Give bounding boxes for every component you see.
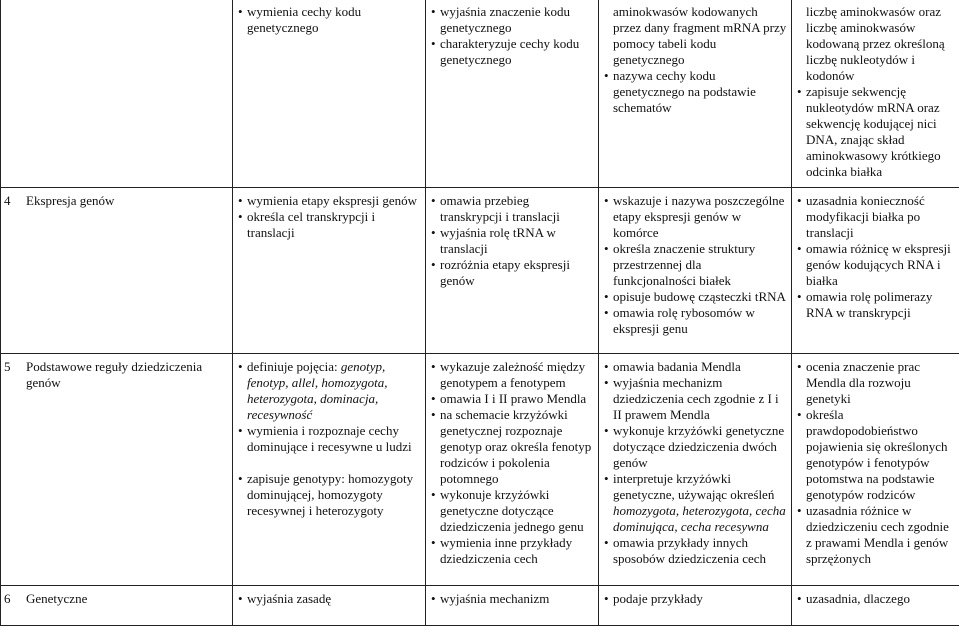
list-item: • wymienia cechy kodu genetycznego	[238, 4, 421, 36]
list-item: • podaje przykłady	[604, 591, 787, 607]
grade-cell-4	[792, 354, 959, 586]
list-item: • wyjaśnia mechanizm	[431, 591, 594, 607]
topic-cell	[1, 354, 233, 586]
list-item: • zapisuje sekwencję nukleotydów mRNA oraz sekwencję kodującej nici DNA, znając skład aminokwasowy krótkiego odcinka białka	[797, 84, 956, 180]
grade-cell-3	[599, 188, 792, 354]
topic-title: Genetyczne	[26, 591, 87, 607]
grade-cell-4	[792, 188, 959, 354]
grade-cell-2	[426, 188, 599, 354]
topic-title: Podstawowe reguły dziedziczenia genów	[26, 359, 228, 391]
list-item-continued: aminokwasów kodowanych przez dany fragment mRNA przy pomocy tabeli kodu genetycznego	[604, 4, 787, 68]
definition-terms: genotyp, fenotyp, allel, homozygota, heterozygota, dominacja, recesywność	[247, 359, 387, 422]
list-item: • wymienia etapy ekspresji genów	[238, 193, 421, 209]
list-item: • zapisuje genotypy: homozygoty dominującej, homozygoty recesywnej i heterozygoty	[238, 471, 421, 519]
list-item: • wymienia i rozpoznaje cechy dominujące i recesywne u ludzi	[238, 423, 421, 455]
list-item: • omawia rolę polimerazy RNA w transkrypcji	[797, 289, 956, 321]
grade-cell-1	[233, 354, 426, 586]
grade-cell-1	[233, 0, 426, 188]
list-item: • omawia przykłady innych sposobów dziedziczenia cech	[604, 535, 787, 567]
list-item: • wymienia inne przykłady dziedziczenia cech	[431, 535, 594, 567]
topic-cell	[1, 0, 233, 188]
list-item: • wyjaśnia znaczenie kodu genetycznego	[431, 4, 594, 36]
list-item: • wykonuje krzyżówki genetyczne dotyczące dziedziczenia dwóch genów	[604, 423, 787, 471]
list-item: • omawia różnicę w ekspresji genów kodujących RNA i białka	[797, 241, 956, 289]
definition-label: definiuje pojęcia:	[247, 359, 338, 374]
interpret-terms: homozygota, heterozygota, cecha dominująca, cecha recesywna	[613, 503, 786, 534]
topic-cell	[1, 188, 233, 354]
grade-cell-2	[426, 354, 599, 586]
list-item: • nazywa cechy kodu genetycznego na podstawie schematów	[604, 68, 787, 116]
list-item: • ocenia znaczenie prac Mendla dla rozwoju genetyki	[797, 359, 956, 407]
list-item: • omawia I i II prawo Mendla	[431, 391, 594, 407]
list-item: • rozróżnia etapy ekspresji genów	[431, 257, 594, 289]
row-number: 4	[4, 193, 16, 209]
grade-cell-4	[792, 0, 959, 188]
list-item: • wyjaśnia zasadę	[238, 591, 421, 607]
list-item: • określa cel transkrypcji i translacji	[238, 209, 421, 241]
list-item: • wykonuje krzyżówki genetyczne dotyczące dziedziczenia jednego genu	[431, 487, 594, 535]
list-item: • określa znaczenie struktury przestrzennej dla funkcjonalności białek	[604, 241, 787, 289]
list-item: • omawia rolę rybosomów w ekspresji genu	[604, 305, 787, 337]
list-item: • opisuje budowę cząsteczki tRNA	[604, 289, 787, 305]
list-item: • uzasadnia różnice w dziedziczeniu cech zgodnie z prawami Mendla i genów sprzężonych	[797, 503, 956, 567]
table-row	[1, 0, 959, 188]
grade-cell-3	[599, 0, 792, 188]
interpret-label: interpretuje krzyżówki genetyczne, używając określeń	[613, 471, 774, 502]
topic-title: Ekspresja genów	[26, 193, 114, 209]
list-item: • uzasadnia konieczność modyfikacji białka po translacji	[797, 193, 956, 241]
list-item-continued: liczbę aminokwasów oraz liczbę aminokwasów kodowaną przez określoną liczbę nukleotydów i kodonów	[797, 4, 956, 84]
table-row	[1, 188, 959, 354]
table-row	[1, 354, 959, 586]
row-number: 5	[4, 359, 16, 391]
list-item	[604, 471, 787, 535]
list-item: • omawia przebieg transkrypcji i translacji	[431, 193, 594, 225]
list-item: • na schemacie krzyżówki genetycznej rozpoznaje genotyp oraz określa fenotyp rodziców i pokolenia potomnego	[431, 407, 594, 487]
list-item	[238, 359, 421, 423]
list-item: • wskazuje i nazywa poszczególne etapy ekspresji genów w komórce	[604, 193, 787, 241]
list-item: • charakteryzuje cechy kodu genetycznego	[431, 36, 594, 68]
grade-cell-3	[599, 354, 792, 586]
list-item: • wyjaśnia rolę tRNA w translacji	[431, 225, 594, 257]
list-item: • omawia badania Mendla	[604, 359, 787, 375]
grade-cell-1	[233, 188, 426, 354]
list-item: • wykazuje zależność między genotypem a fenotypem	[431, 359, 594, 391]
list-item: • uzasadnia, dlaczego	[797, 591, 956, 607]
list-item: • wyjaśnia mechanizm dziedziczenia cech zgodnie z I i II prawem Mendla	[604, 375, 787, 423]
grade-cell-2	[426, 0, 599, 188]
list-item: • określa prawdopodobieństwo pojawienia się określonych genotypów i fenotypów potomstwa na podstawie genotypów rodziców	[797, 407, 956, 503]
row-number: 6	[4, 591, 16, 607]
